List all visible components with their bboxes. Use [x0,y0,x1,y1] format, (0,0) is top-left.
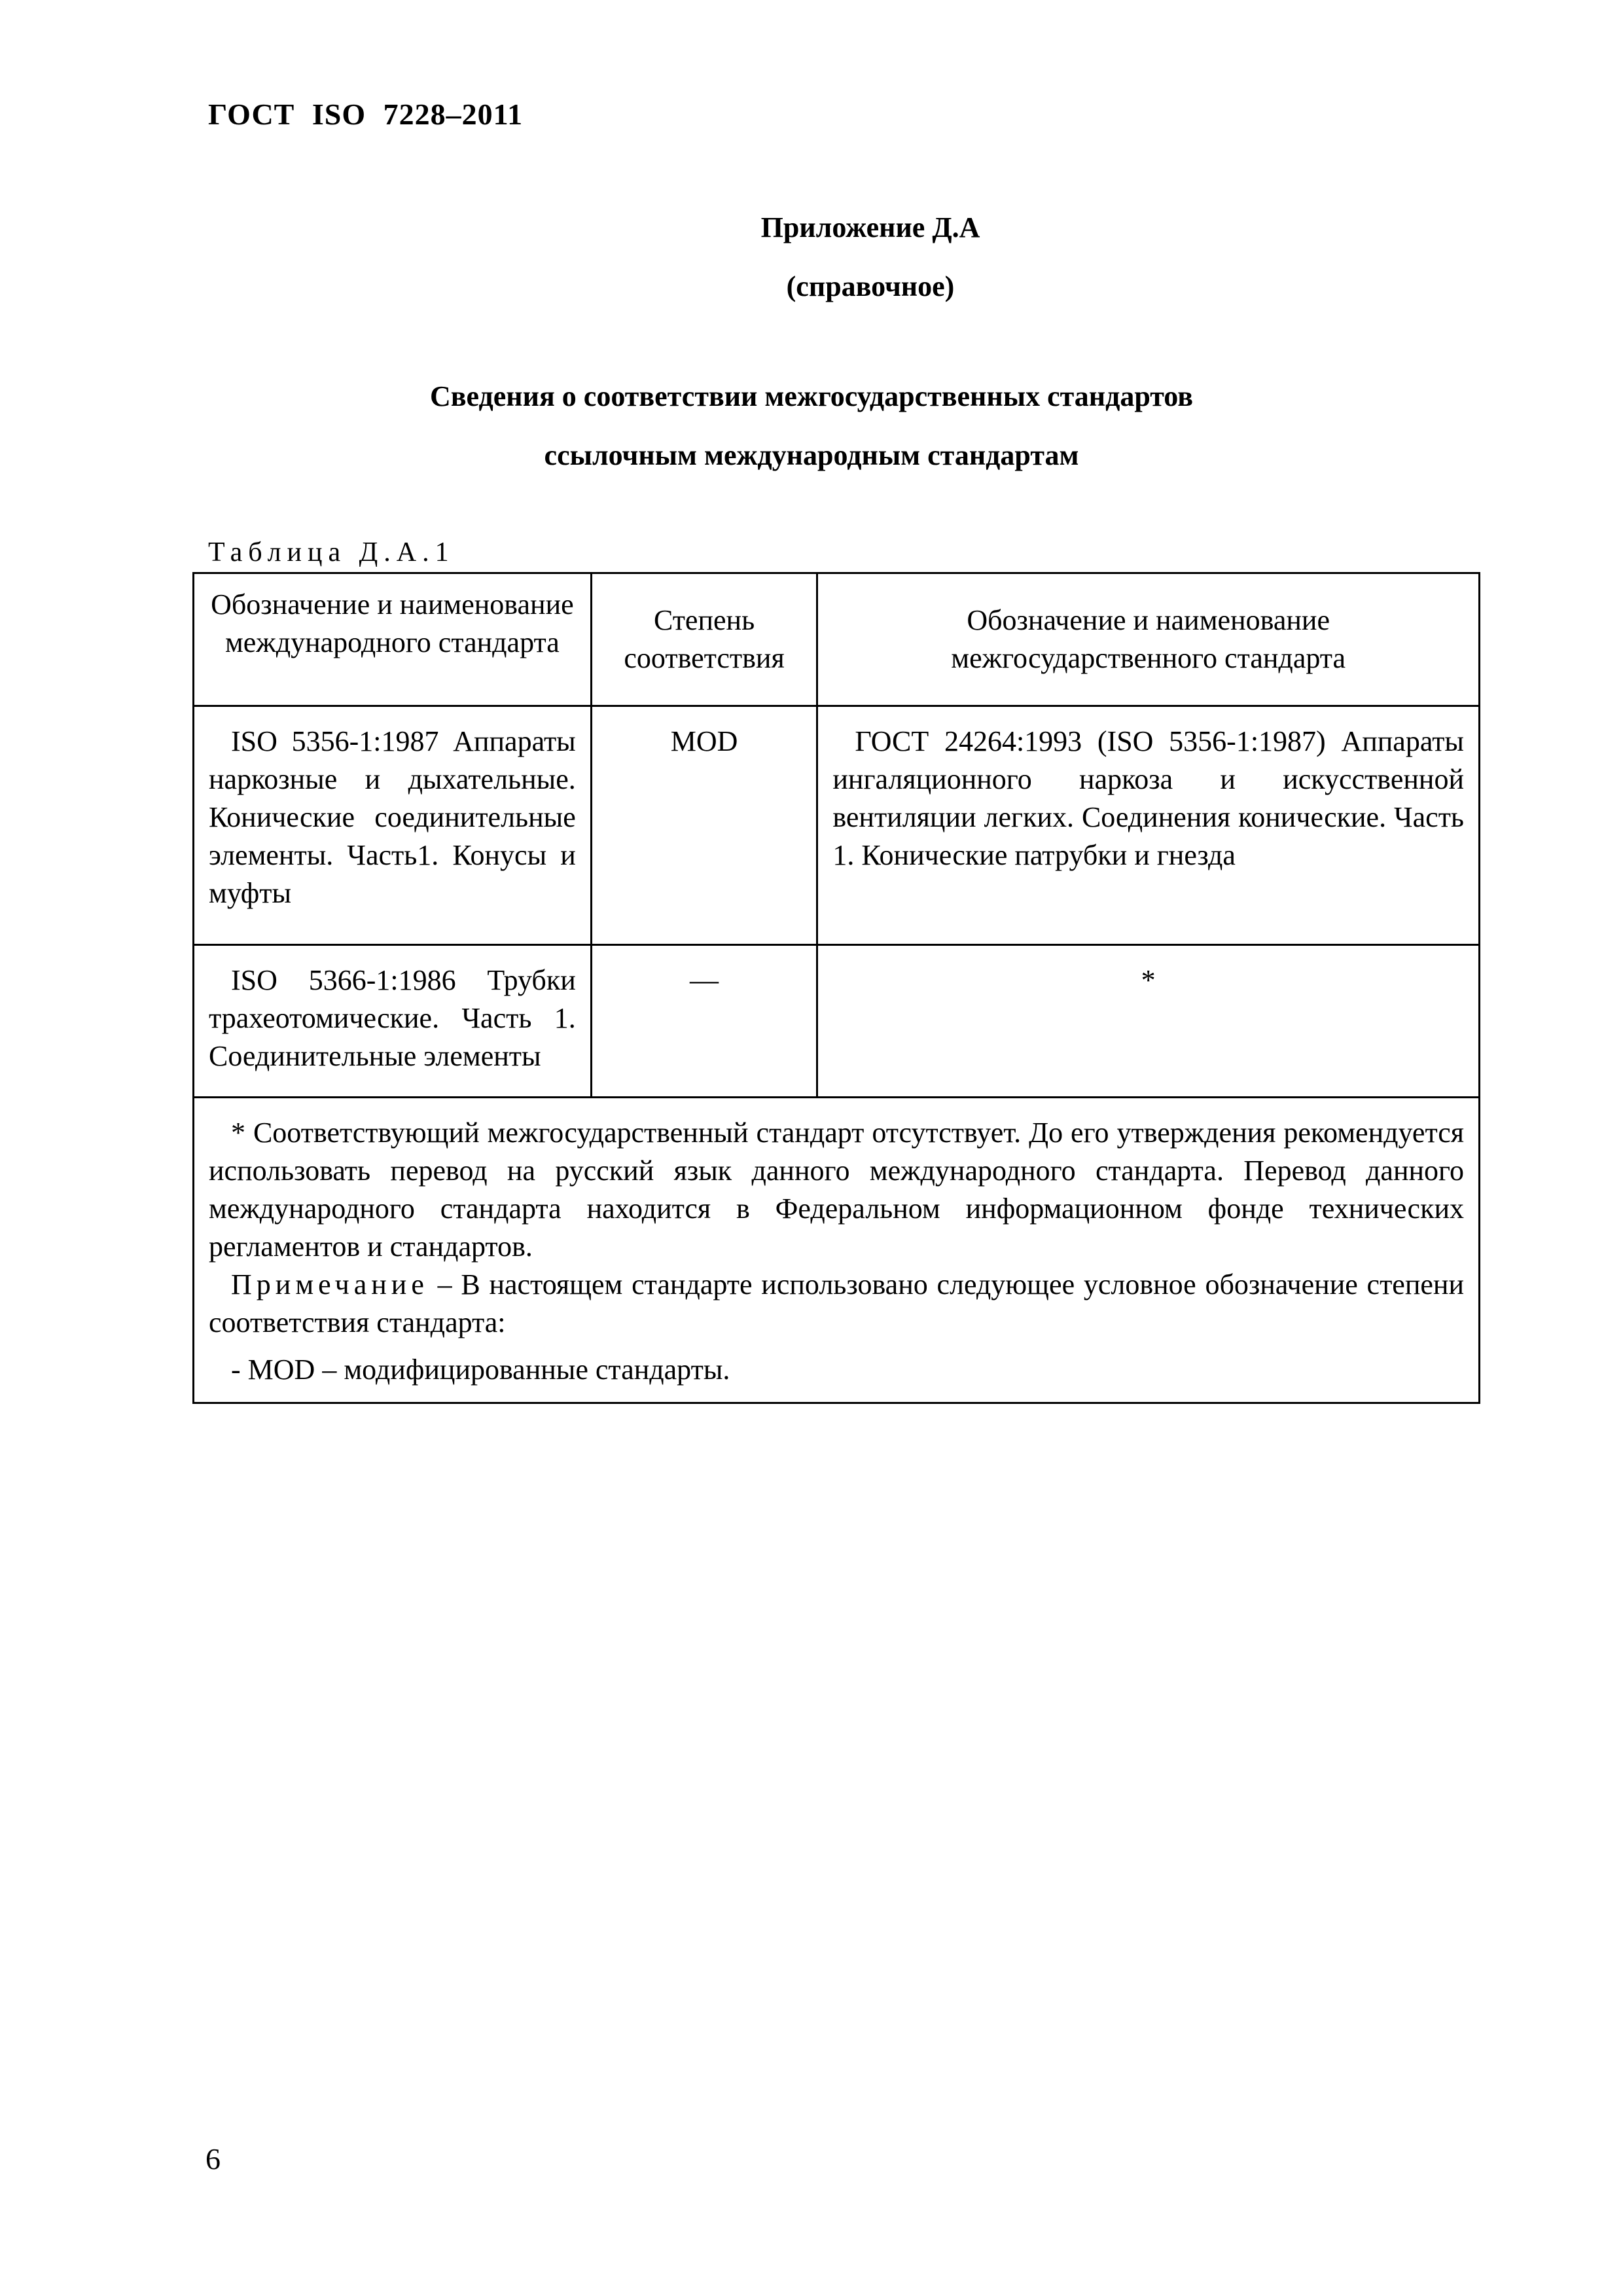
cell-international-standard: ISO 5356-1:1987 Аппараты наркозные и дыхательные. Конические соединительные элементы. Часть1. Конусы и муфты [194,706,592,945]
cell-degree: MOD [591,706,817,945]
note-text: – В настоящем стандарте использовано следующее условное обозначение степени соответствия стандарта: [209,1268,1464,1338]
cell-interstate-standard: * [817,945,1480,1098]
table-row [194,945,1480,1098]
table-row [194,706,1480,945]
note-label: Примечание [231,1268,429,1300]
appendix-subtitle: (справочное) [786,270,955,302]
table-footnote-row [194,1098,1480,1403]
cell-international-standard: ISO 5366-1:1986 Трубки трахеотомические. Часть 1. Соединительные элементы [194,945,592,1098]
table-label: Таблица Д.А.1 [208,537,455,567]
conformity-table [192,572,1480,1404]
table-footnote-cell [194,1098,1480,1403]
note-item: - MOD – модифицированные стандарты. [231,1354,730,1386]
header-interstate-standard: Обозначение и наименование межгосударственного стандарта [817,573,1480,706]
section-title-line2: ссылочным международным стандартам [544,439,1079,471]
cell-degree: — [591,945,817,1098]
header-international-standard: Обозначение и наименование международного стандарта [194,573,592,706]
appendix-title: Приложение Д.А [760,211,980,243]
document-code: ГОСТ ISO 7228–2011 [208,98,524,131]
section-title-line1: Сведения о соответствии межгосударственных стандартов [430,380,1193,412]
footnote-text: * Соответствующий межгосударственный стандарт отсутствует. До его утверждения рекомендуется использовать перевод на русский язык данного международного стандарта. Перевод данного международного стандарта находится в Федеральном информационном фонде технических регламентов и стандартов. [209,1117,1464,1263]
page-number: 6 [205,2142,221,2176]
table-header-row [194,573,1480,706]
cell-interstate-standard: ГОСТ 24264:1993 (ISO 5356-1:1987) Аппараты ингаляционного наркоза и искусственной вентиляции легких. Соединения конические. Часть 1. Конические патрубки и гнезда [817,706,1480,945]
header-degree: Степень соответствия [591,573,817,706]
note-paragraph [209,1266,1464,1342]
